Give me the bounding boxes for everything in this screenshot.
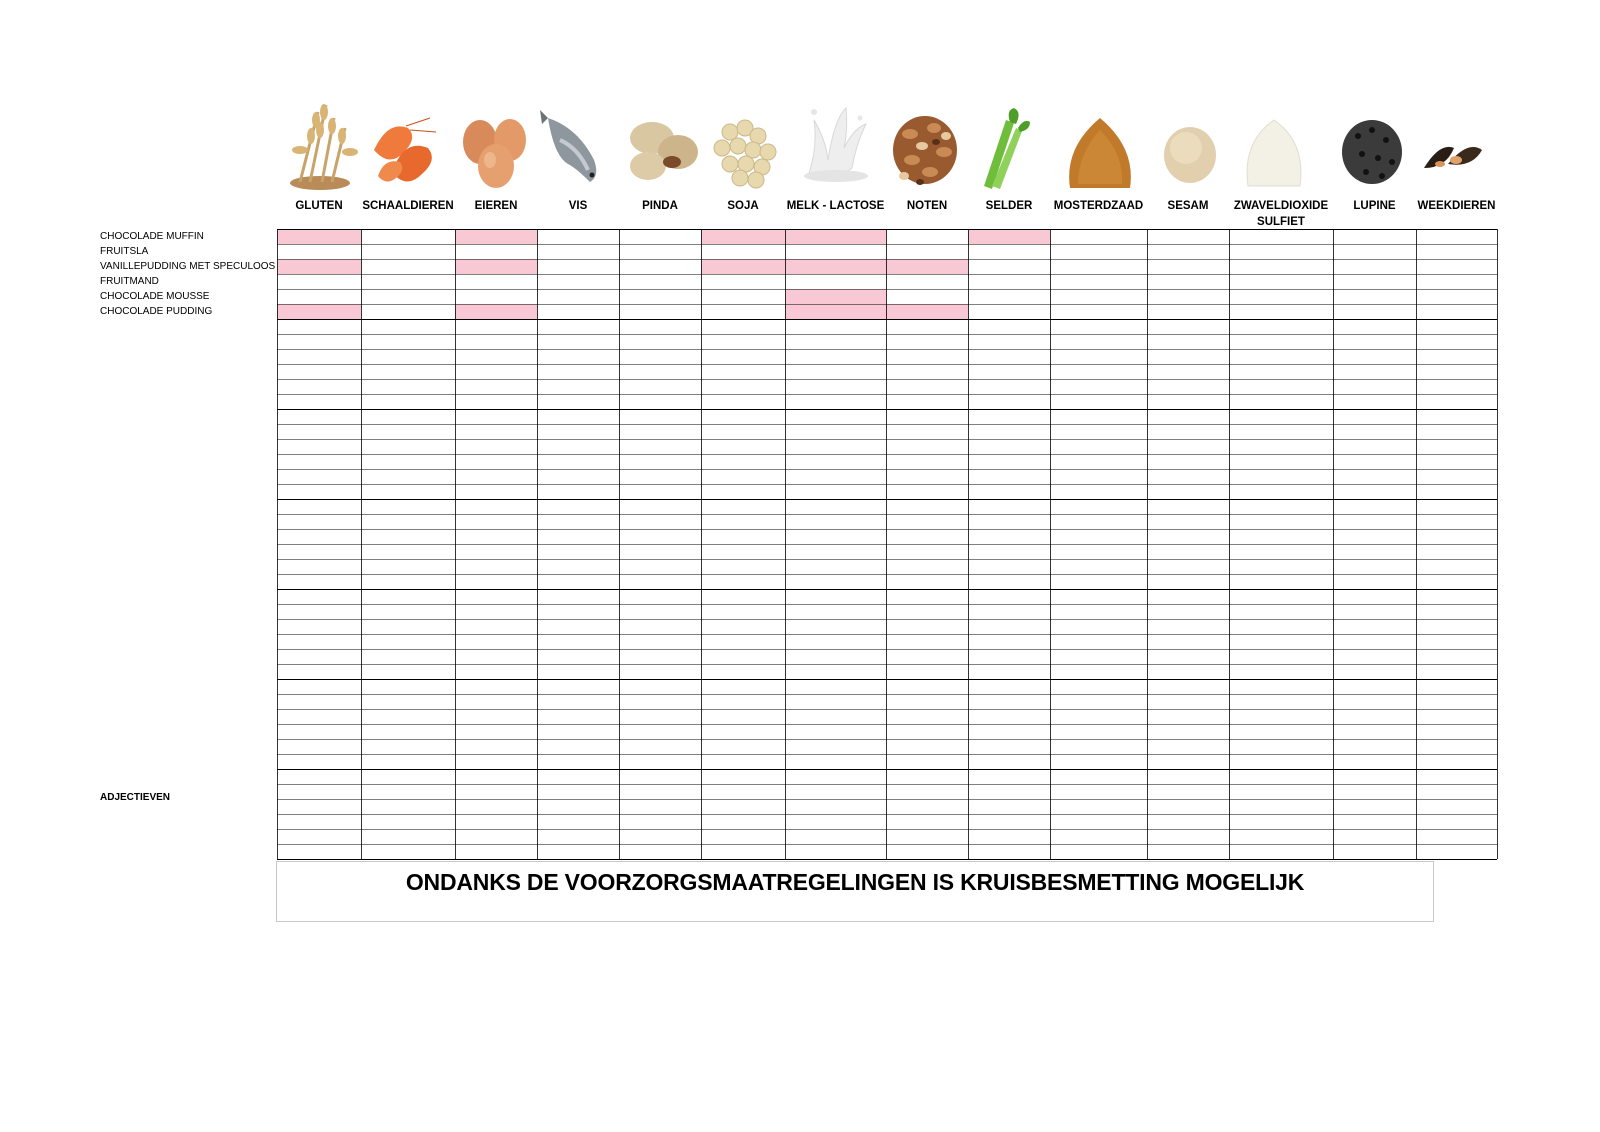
product-name: CHOCOLADE MUFFIN xyxy=(100,231,204,242)
allergen-present-cell xyxy=(701,259,785,274)
adjectieven-label: ADJECTIEVEN xyxy=(100,792,171,803)
allergen-header-13: LUPINE xyxy=(1353,200,1396,212)
allergen-header-14: WEEKDIEREN xyxy=(1417,200,1496,212)
allergen-header-11: SESAM xyxy=(1167,200,1209,212)
product-name: FRUITSLA xyxy=(100,246,149,257)
allergen-present-cell xyxy=(455,229,537,244)
product-name: CHOCOLADE PUDDING xyxy=(100,306,213,317)
allergen-header-4: VIS xyxy=(568,200,588,212)
notice-text: ONDANKS DE VOORZORGSMAATREGELINGEN IS KRUISBESMETTING MOGELIJK xyxy=(405,869,1305,895)
allergen-present-cell xyxy=(886,304,968,319)
allergen-header-10: MOSTERDZAAD xyxy=(1053,200,1144,212)
allergen-present-cell xyxy=(455,304,537,319)
allergen-header-2: SCHAALDIEREN xyxy=(362,200,454,212)
allergen-present-cell xyxy=(277,304,361,319)
allergen-present-cell xyxy=(277,259,361,274)
allergen-header-5: PINDA xyxy=(642,200,678,212)
allergen-present-cell xyxy=(785,259,886,274)
allergen-header-12: ZWAVELDIOXIDE SULFIET xyxy=(1233,200,1329,228)
allergen-present-cell xyxy=(277,229,361,244)
allergen-header-9: SELDER xyxy=(985,200,1033,212)
allergen-header-3: EIEREN xyxy=(474,200,518,212)
allergen-header-6: SOJA xyxy=(727,200,759,212)
product-name: VANILLEPUDDING MET SPECULOOS xyxy=(100,261,276,272)
cross-contamination-notice xyxy=(276,861,1434,922)
allergen-present-cell xyxy=(701,229,785,244)
product-name: CHOCOLADE MOUSSE xyxy=(100,291,210,302)
allergen-header-1: GLUTEN xyxy=(295,200,343,212)
allergen-header-8: NOTEN xyxy=(906,200,948,212)
allergen-present-cell xyxy=(785,304,886,319)
allergen-present-cell xyxy=(968,229,1050,244)
allergen-present-cell xyxy=(886,259,968,274)
allergen-header-7: MELK - LACTOSE xyxy=(786,200,885,212)
allergen-present-cell xyxy=(455,259,537,274)
allergen-present-cell xyxy=(785,229,886,244)
product-name: FRUITMAND xyxy=(100,276,159,287)
allergen-present-cell xyxy=(785,289,886,304)
